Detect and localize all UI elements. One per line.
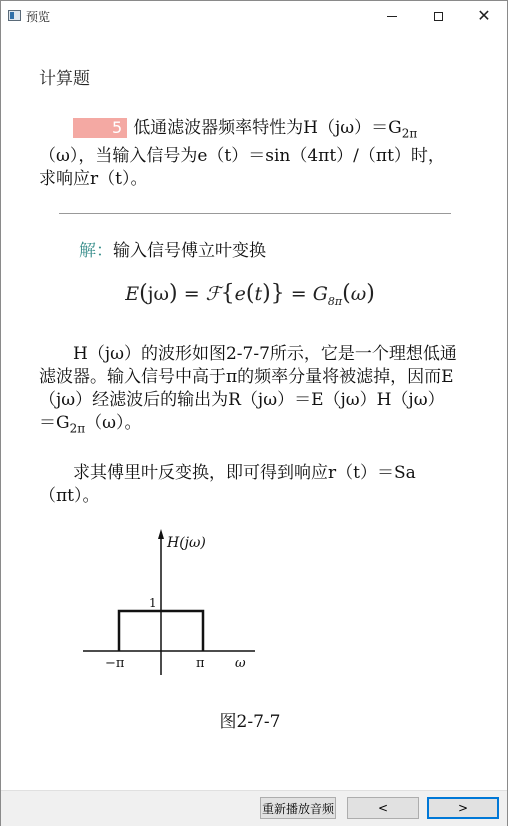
figure-pos-pi: π (196, 656, 205, 671)
figure-x-label: ω (235, 656, 246, 671)
divider (59, 213, 451, 214)
figure-neg-pi: −π (105, 656, 125, 671)
explanation-text-1: H（jω）的波形如图2-7-7所示，它是一个理想低通滤波器。输入信号中高于π的频率分量将被滤掉，因而E（jω）经滤波后的输出为R（jω）＝E（jω）H（jω）＝G (39, 344, 457, 433)
minimize-button[interactable] (369, 1, 415, 31)
question-number-badge: 5 (73, 118, 127, 138)
explanation-paragraph (39, 343, 461, 440)
next-button[interactable]: > (427, 797, 499, 819)
question-paragraph (39, 117, 461, 191)
formula-g-sub: 8π (327, 294, 343, 308)
y-axis-arrow (158, 529, 164, 539)
question-text-2: （ω），当输入信号为e（t）＝sin（4πt）/（πt）时，求响应r（t）。 (39, 146, 445, 190)
formula-inner: e (234, 283, 246, 305)
question-text-1: 低通滤波器频率特性为H（jω）＝G (133, 118, 402, 138)
formula-arg: jω (147, 283, 170, 305)
formula-g: G (312, 283, 328, 305)
maximize-icon (434, 12, 443, 21)
window-title: 预览 (26, 10, 51, 24)
figure-y-label: H(jω) (167, 535, 206, 551)
bottom-toolbar (1, 790, 507, 826)
figure-caption: 图2-7-7 (219, 712, 281, 732)
replay-audio-button[interactable]: 重新播放音频 (260, 797, 336, 819)
formula-fourier: ℱ (205, 283, 221, 305)
minimize-icon (387, 16, 397, 17)
question-subscript: 2π (401, 126, 418, 141)
close-button[interactable] (461, 1, 507, 31)
previous-button[interactable]: < (347, 797, 419, 819)
lowpass-figure (79, 527, 259, 681)
figure-amplitude-label: 1 (149, 596, 157, 610)
formula-omega: ω (350, 283, 367, 305)
maximize-button[interactable] (415, 1, 461, 31)
section-title: 计算题 (39, 69, 90, 89)
explanation-subscript: 2π (69, 421, 86, 436)
explanation-text-2: （ω）。 (85, 413, 142, 433)
formula-eq1: = (183, 283, 200, 305)
solution-line (79, 236, 266, 261)
app-window-icon (8, 10, 21, 21)
formula-e: E (125, 283, 140, 305)
solution-label: 解： (79, 241, 113, 261)
fourier-formula: E(jω) = ℱ{e(t)} = $G_{8\pi}(\omega)$ (125, 281, 375, 308)
title-bar[interactable] (1, 1, 507, 31)
result-paragraph: 求其傅里叶反变换，即可得到响应r（t）＝Sa（πt）。 (39, 463, 416, 506)
solution-text: 输入信号傅立叶变换 (113, 241, 266, 261)
formula-t: t (254, 283, 263, 305)
formula-eq2: = (290, 283, 307, 305)
close-icon: ✕ (477, 6, 491, 25)
